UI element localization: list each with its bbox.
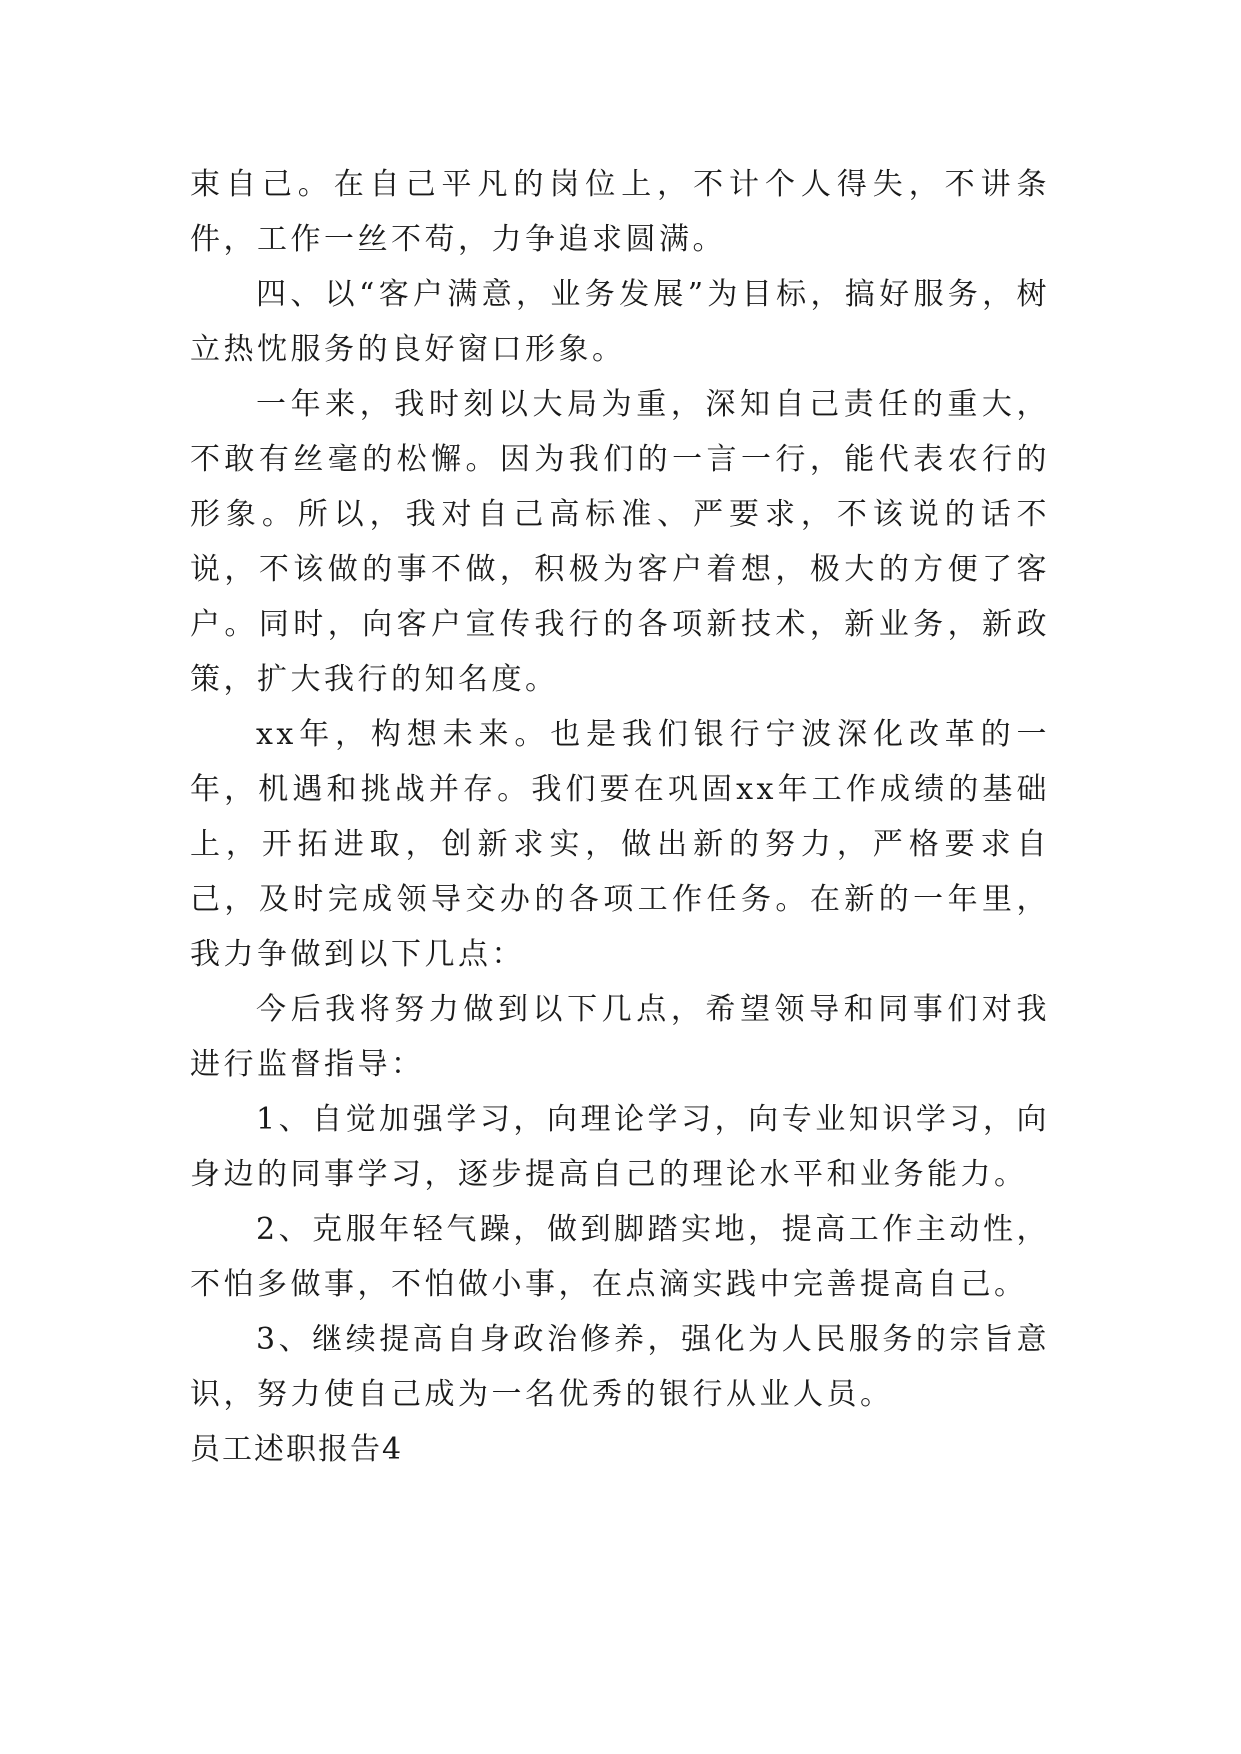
- document-body: [190, 157, 1050, 1477]
- paragraph-future-plan: xx年，构想未来。也是我们银行宁波深化改革的一年，机遇和挑战并存。我们要在巩固xx年工作成绩的基础上，开拓进取，创新求实，做出新的努力，严格要求自己，及时完成领导交办的各项工作任务。在新的一年里，我力争做到以下几点：: [190, 717, 1050, 972]
- paragraph-year-review: 一年来，我时刻以大局为重，深知自己责任的重大，不敢有丝毫的松懈。因为我们的一言一行，能代表农行的形象。所以，我对自己高标准、严要求，不该说的话不说，不该做的事不做，积极为客户着想，极大的方便了客户。同时，向客户宣传我行的各项新技术，新业务，新政策，扩大我行的知名度。: [190, 387, 1050, 697]
- paragraph-commitment-intro: 今后我将努力做到以下几点，希望领导和同事们对我进行监督指导：: [190, 992, 1050, 1082]
- paragraph-section-four: 四、以“客户满意，业务发展”为目标，搞好服务，树立热忱服务的良好窗口形象。: [190, 277, 1050, 367]
- section-heading: 员工述职报告4: [190, 1432, 404, 1467]
- list-item-2: 2、克服年轻气躁，做到脚踏实地，提高工作主动性，不怕多做事，不怕做小事，在点滴实践中完善提高自己。: [190, 1212, 1050, 1302]
- list-item-3: 3、继续提高自身政治修养，强化为人民服务的宗旨意识，努力使自己成为一名优秀的银行从业人员。: [190, 1322, 1050, 1412]
- list-item-1: 1、自觉加强学习，向理论学习，向专业知识学习，向身边的同事学习，逐步提高自己的理论水平和业务能力。: [190, 1102, 1050, 1192]
- paragraph-continuation: 束自己。在自己平凡的岗位上，不计个人得失，不讲条件，工作一丝不苟，力争追求圆满。: [190, 167, 1050, 257]
